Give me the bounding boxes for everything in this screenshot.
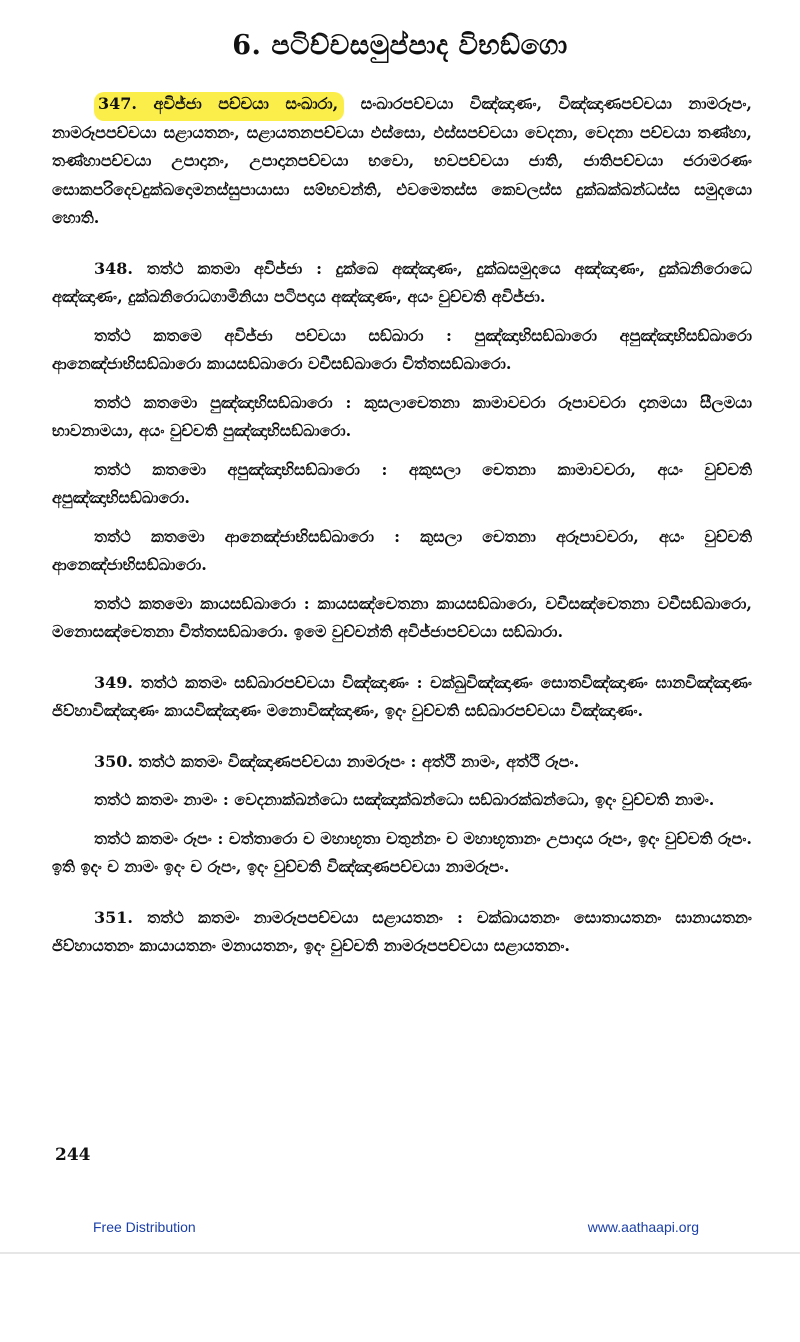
- paragraph-351: [52, 904, 752, 961]
- paragraph-anenjabhisankhara: [52, 523, 752, 580]
- page-body: [52, 90, 752, 971]
- highlighted-text: අවිජ්ජා පච්චයා සංඛාරා,: [153, 94, 339, 113]
- paragraph-350: [52, 748, 752, 777]
- paragraph-apunnabhisankhara: [52, 456, 752, 513]
- page-title: 6. පටිච්චසමුප්පාද විභඞ්ගො: [232, 30, 568, 61]
- paragraph-347: [52, 90, 752, 233]
- paragraph-number: 347.: [98, 94, 137, 113]
- page-bottom-margin: [0, 1252, 800, 1342]
- paragraph-text: තත්ථ කතමා අවිජ්ජා : දුක්ඛෙ අඤ්ඤාණං, දුක්ඛසමුදයෙ අඤ්ඤාණං, දුක්ඛනිරොධෙ අඤ්ඤාණං, දුක්ඛනිරොධගාමිනියා පටිපදාය අඤ්ඤාණං, අයං වුච්චති අවිජ්ජා.: [52, 258, 752, 306]
- paragraph-text: තත්ථ කතමං නාමං : වෙදනාක්ඛන්ධො සඤ්ඤාක්ඛන්ධො සඞ්ඛාරක්ඛන්ධො, ඉදං වුච්චති නාමං.: [94, 790, 715, 809]
- paragraph-349: [52, 669, 752, 726]
- paragraph-sankhara: [52, 322, 752, 379]
- paragraph-namam: [52, 786, 752, 815]
- paragraph-kayasankhara: [52, 590, 752, 647]
- paragraph-rupam: [52, 825, 752, 882]
- paragraph-text: තත්ථ කතමෙ අවිජ්ජා පච්චයා සඞ්ඛාරා : පුඤ්ඤාභිසඞ්ඛාරො අපුඤ්ඤාභිසඞ්ඛාරො ආනෙඤ්ජාභිසඞ්ඛාරො කායසඞ්ඛාරො වචීසඞ්ඛාරො චිත්තසඞ්ඛාරො.: [52, 325, 752, 373]
- paragraph-number: 348.: [94, 258, 133, 278]
- paragraph-text: තත්ථ කතමං නාමරූපපච්චයා සළායතනං : චක්ඛායතනං සොතායතනං ඝානායතනං ජිව්හායතනං කායායතනං මනායතනං, ඉදං වුච්චති නාමරූපපච්චයා සළායතනං.: [52, 907, 752, 955]
- paragraph-text: තත්ථ කතමං රූපං : චත්තාරො ච මහාභූතා චතුන්නං ච මහාභූතානං උපාදාය රූපං, ඉදං වුච්චති රූපං. ඉති ඉදං ච නාමං ඉදං ච රූපං, ඉදං වුච්චති විඤ්ඤාණපච්චයා නාමරූපං.: [52, 828, 752, 876]
- footer-distribution-note: Free Distribution: [93, 1219, 196, 1235]
- paragraph-number: 351.: [94, 907, 133, 927]
- paragraph-text: තත්ථ කතමං විඤ්ඤාණපච්චයා නාමරූපං : අත්ථි නාමං, අත්ථි රූපං.: [132, 751, 580, 771]
- highlighted-passage: [94, 92, 344, 121]
- page-number: 244: [55, 1145, 91, 1165]
- footer-website-link[interactable]: www.aathaapi.org: [587, 1219, 699, 1235]
- paragraph-text: තත්ථ කතමො අපුඤ්ඤාභිසඞ්ඛාරො : අකුසලා චෙතනා කාමාවචරා, අයං වුච්චති අපුඤ්ඤාභිසඞ්ඛාරො.: [52, 459, 752, 507]
- paragraph-348: [52, 255, 752, 312]
- paragraph-text: තත්ථ කතමො කායසඞ්ඛාරො : කායසඤ්චෙතනා කායසඞ්ඛාරො, වචීසඤ්චෙතනා වචීසඞ්ඛාරො, මනොසඤ්චෙතනා චිත්තසඞ්ඛාරො. ඉමෙ වුච්චන්ති අවිජ්ජාපච්චයා සඞ්ඛාරා.: [52, 593, 752, 641]
- paragraph-text: තත්ථ කතමො ආනෙඤ්ජාභිසඞ්ඛාරො : කුසලා චෙතනා අරූපාවචරා, අයං වුච්චති ආනෙඤ්ජාභිසඞ්ඛාරො.: [52, 526, 752, 574]
- paragraph-text: තත්ථ කතමං සඞ්ඛාරපච්චයා විඤ්ඤාණං : චක්ඛුවිඤ්ඤාණං සොතවිඤ්ඤාණං ඝානවිඤ්ඤාණං ජිව්හාවිඤ්ඤාණං කායවිඤ්ඤාණං මනොවිඤ්ඤාණං, ඉදං වුච්චති සඞ්ඛාරපච්චයා විඤ්ඤාණං.: [52, 672, 752, 720]
- paragraph-punnabhisankhara: [52, 389, 752, 446]
- paragraph-text: සංඛාරපච්චයා විඤ්ඤාණං, විඤ්ඤාණපච්චයා නාමරූපං, නාමරූපපච්චයා සළායතනං, සළායතනපච්චයා ඵස්සො, ඵස්සපච්චයා වෙදනා, වෙදනා පච්චයා තණ්හා, තණ්හාපච්චයා උපාදානං, උපාදානපච්චයා භවො, භවපච්චයා ජාති, ජාතිපච්චයා ජරාමරණං සොකපරිදෙවදුක්ඛදොමනස්සුපායාසා සම්භවන්ති, එවමෙතස්ස කෙවලස්ස දුක්ඛක්ඛන්ධස්ස සමුදයො හොති.: [52, 94, 752, 227]
- paragraph-number: 349.: [94, 672, 133, 692]
- paragraph-text: තත්ථ කතමො පුඤ්ඤාභිසඞ්ඛාරො : කුසලාචෙතනා කාමාවචරා රූපාවචරා දානමයා සීලමයා භාවනාමයා, අයං වුච්චති පුඤ්ඤාභිසඞ්ඛාරො.: [52, 392, 752, 440]
- paragraph-number: 350.: [94, 751, 133, 771]
